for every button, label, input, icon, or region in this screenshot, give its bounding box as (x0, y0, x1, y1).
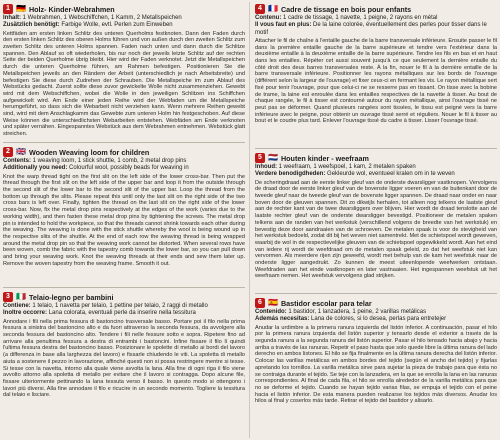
contents-label: Contenido: (255, 309, 287, 315)
column-divider (249, 2, 250, 438)
contents-line (255, 15, 497, 22)
contents-line (3, 158, 245, 165)
section-header (3, 146, 245, 158)
section-italian (3, 291, 245, 434)
netherlands-flag-icon: 🇳🇱 (268, 153, 278, 162)
contents-label: Contiene: (3, 303, 31, 309)
contents-line (3, 15, 245, 22)
section-number-badge: 2 (3, 147, 13, 157)
extra-text: Gekleurde wol, eventueel kralen om in te weven (327, 171, 455, 178)
contents-label: Contenu: (255, 15, 282, 21)
section-number-badge: 5 (255, 153, 265, 163)
section-english (3, 146, 245, 285)
contents-label: Contents: (3, 158, 31, 164)
contents-text: 1 Webrahmen, 1 Webschiffchen, 1 Kamm, 2 Metallspeichen (22, 15, 182, 21)
contents-text: 1 bastidor, 1 lanzadera, 1 peine, 2 varillas metálicas (288, 309, 427, 315)
extra-label: Il vous faut en plus: (255, 22, 312, 29)
section-spanish (255, 297, 497, 434)
section-title: Wooden Weaving loom for children (28, 147, 150, 157)
section-title: Cadre de tissage en bois pour enfants (280, 4, 412, 14)
section-title: Telaio-legno per bambini (28, 292, 114, 302)
contents-label: Inhalt: (3, 15, 21, 21)
section-header (255, 3, 497, 15)
contents-text: 1 cadre de tissage, 1 navette, 1 peigne, 2 rayons en métal (283, 15, 438, 21)
section-header (255, 297, 497, 309)
contents-label: Inhoud: (255, 164, 277, 170)
section-divider (3, 287, 245, 288)
section-french (255, 3, 497, 146)
extra-label: Verdere benodigdheden: (255, 171, 326, 178)
section-divider (255, 293, 497, 294)
extra-label: Inoltre occorre: (3, 310, 48, 317)
contents-text: 1 telaio, 1 navetta per telaio, 1 pettine per telaio, 2 raggi di metallo (32, 303, 208, 309)
contents-text: 1 weaving loom, 1 stick shuttle, 1 comb, 2 metal drop pins (32, 158, 187, 164)
section-title: Bastidor escolar para telar (280, 298, 372, 308)
section-header (3, 3, 245, 15)
contents-text: 1 weefraam, 1 weefspoel, 1 kam, 2 metalen spaken (278, 164, 416, 170)
left-column (3, 3, 245, 434)
section-title: Holz- Kinder-Webrahmen (28, 4, 115, 14)
italy-flag-icon: 🇮🇹 (16, 292, 26, 301)
extra-label: Additionally you need: (3, 165, 68, 172)
extra-line (3, 22, 245, 29)
extra-text: Colourful wool, possibly beads for weaving in (69, 165, 189, 172)
extra-line (3, 165, 245, 172)
spain-flag-icon: 🇪🇸 (268, 298, 278, 307)
extra-text: Farbige Wolle, evtl. Perlen zum Einweben (61, 22, 173, 29)
extra-text: De la laine colorée, éventuellement des perles pour tisser dans le motif (255, 22, 487, 36)
extra-line (255, 171, 497, 178)
instructions-text: Kettfäden am ersten linken Schlitz des unteren Querholms festknoten. Dann den Faden durch den ersten linken Schlitz des oberen Holms führen und von außen durch den zweiten Schlitz zum zweiten Schlitz des unteren Holms spannen. Faden nach unten und dann durch die Schlitze spannen. Den Ablauf so oft wiederholen, bis nur noch der jeweils letzte Schlitz auf der rechten Seite der beiden Querholme übrig bleibt. Hier wird der Faden verknotet. Jetzt die Metallspeichen durch die unteren Querholme führen, am Rahmen befestigen. Positionieren Sie die Metallspeichen jeweils an den Rändern der Arbeit (unterschiedlich je nach Arbeitsbreite) und befestigen Sie diese durch Zudrehen der Schrauben. Die Metallspeiche im zum Ablauf des Webstücks gedacht. Zuerst sollte diese zuvor gewickelte Wolle nicht zusammenziehen. Gewebt wird mit dem Webschiffchen, wobei die Wolle in den jeweiligen Schlitzen ins Schiffchen aufgewickelt wird. Am Ende einer jeden Reihe wird der Webfaden um die Metallspeiche herumgeführt, so dass sich die Webarbeit nicht verziehen kann. Wenn mehrere Reihen gewebt sind, wird mit dem Anschlagkamm das Gewebte zum unteren Holm hin festgeschoben. Auf diese Weise können die unterschiedlichsten Webarbeiten entstehen. Webfäden am Ende verknoten und später vernähen. Eingespanntes Webstück aus dem Webrahmen entnehmen. Webstück glatt streichen. (3, 30, 245, 138)
extra-label: Zusätzlich benötigt: (3, 22, 60, 29)
section-german (3, 3, 245, 140)
contents-line (3, 303, 245, 310)
contents-line (255, 309, 497, 316)
section-header (255, 152, 497, 164)
right-column (255, 3, 497, 434)
extra-line (255, 22, 497, 37)
section-divider (3, 142, 245, 143)
instructions-text: Attacher le fil de chaîne à l'entaille gauche de la barre transversale inférieure. Ensuite passer le fil dans la première entaille gauche de la barre supérieure et tendre vers l'extérieur dans la deuxième entaille à la deuxième entaille de la barre supérieure. Tendre les fils en bas et en haut dans les entailles. Répéter cet aussi souvent jusqu'à ce que seulement la dernière entaille du côté droit des deux barres transversales reste. À la fin, nouer le fil à la dernière entaille de la barre transversale inférieure. Positionner les rayons métalliques sur les bords de l'ouvrage (différent selon la largeur de l'ouvrage) et fixer ceux-ci en fermant les vis. Le rayon métallique sert fixé pour tenir l'ouvrage, pour que celui-ci ne se resserre pas en tissant. On tisse avec la bobine de trame, la laine est enroulée dans les entailles respectives de la navette à tisser. Au bout de chaque rangée, le fil à tisser est contourné autour du rayon métallique, ainsi l'ouvrage tissé ne peut pas se déformer. Quand plusieurs rangées sont tissées, le tissu est peigné vers la barre inférieure avec le peigne, pour obtenir un ouvrage tissé serré et réguliers. Nouer le fil à tisser au bout et le coudre plus tard. Enlever l'ouvrage tissé du cadre à tisser. Lisser l'ouvrage tissé. (255, 37, 497, 125)
section-number-badge: 6 (255, 298, 265, 308)
instructions-text: Anudar la urdimbre a la primera ranura izquierda del listón inferior. A continuación, pasar el hilo por la primera ranura izquierda del listón superior y tensarlo desde el exterior a través de la segunda ranura a la segunda ranura del listón superior. Pasar el hilo tensado hacia abajo y hacia arriba a través de las ranuras. Repetir el paso hasta que solo quede libre la última ranura del lado derecho en ambos listones. El hilo se fija finalmente en la última ranura derecha del listón inferior. Colocar las varillas metálicas en ambos bordes del tejido (según el ancho del tejido) y fijarlas apretando los tornillos. La varilla metálica sirve para sujetar la pieza de trabajo para que ésta no se contraiga durante el tejido. Se teje con la lanzadera, en la que se enrolla la lana en las ranuras correspondientes. Al final de cada fila, el hilo se enrolla alrededor de la varilla metálica para que no se deforme el tejido. Cuando se hayan tejido varias filas, se empuja el tejido con el peine hacia el listón inferior. De esta manera pueden realizarse los tejidos más diversos. Anudar los hilos al final y coserlos más tarde. Retirar el tejido del bastidor y alisarlo. (255, 324, 497, 405)
instructions-text: Annodare i fili nella prima fessura di bastoncino trasversale basso. Portare poi il filo nella prima fessura a sinistra del bastoncino alto e da fuori attraverso la seconda fessura, da avvolgere alla seconda fessura del bastoncino alto. Tendere i fili nelle fessure sotto e sopra. Ripetere fino ad arrivare alla penultima fessura a destra di entrambi i bastoncini. Infine fissare il filo lì quindi l'ultima fessura destra del bastoncino basso. Posizionare le spolette di metallo ai bordi del lavoro (a differenza in base alla larghezza del lavoro) e fissarle chiudendo le viti. La spoletta di metallo aiuta a sostenere il pezzo in lavorazione, affinché questi non si possa restringere mentre si tesse. Si tesse con la navetta, intorno alla quale viene avvolta la lana. Alla fine di ogni riga il filo viene avvolto attorno alla spoletta di metallo per evitare che il lavoro si contragga. Dopo alcune file, fissare ulteriormente pettinando la lana tessuta verso il basso. In questo modo si ottengono i lavori più diversi. Alla fine annodare il filo e ricucire in un secondo momento. Togliere la tessitura dal telaio e lisciare. (3, 318, 245, 399)
section-header (3, 291, 245, 303)
instructions-text: De scheringdraad aan de eerste linker gleuf van de onderste dwarsligger vastknopen. Vervolgens de draad door de eerste linker gleuf van de bovenste ligger voeren en van de buitenkant door de tweede gleuf naar de tweede gleuf van de bovenste ligger spannen. De draad naar onder en naar boven door de gleuven spannen. Dit zo dikwijls herhalen, tot alleen nog telkens de laatste gleuf aan de rechter kant van de twee dwarsliggers over blijven. Hier wordt de draad tenslotte aan de laatste rechter gleuf van de onderste dwarsligger bevestigd. Positioneer de metalen spaken telkens aan de randen van het werkstuk (verschillend volgens de breedte van het werkstuk) en bevestig deze door aandraaien van de schroeven. De metalen spaak is voor de stevigheid van het werkstuk bedoeld, zodat dit bij het weven niet samentrekt. Met de schietspoel wordt geweven, waarbij de wol in de respectievelijke gleuven van de schietspoel opgewikkeld wordt. Aan het eind van iedere rij wordt de weefdraad om de metalen spaak geleid, zo dat het weefstuk niet kan vervormen. Als meerdere rijen zijn geweefd, wordt met behulp van de kam het weefstuk naar de onderste ligger aangedrukt. Zo kunnen de meest uiteenlopende weefwerken ontstaan. Weefdraden aan het einde vastknopen en later vastnaaien. Het ingespannen weefstuk uit het weefraam nemen. Het weefstuk vervolgens glad strijken. (255, 179, 497, 280)
section-dutch (255, 152, 497, 291)
extra-label: Además necesitas: (255, 316, 310, 323)
germany-flag-icon: 🇩🇪 (16, 4, 26, 13)
instructions-text: Knot the warp thread tight on the first slit on the left side of the lower cross-bar. Then put the thread through the first slit on the left side of the upper bar and loop it from the outside through the second slit of the lower bar to the second slit of the upper bar. Loop the thread from the bottom up through the slits. Please repeat this until only the last slit on the right side of the two cross bars is left over. Finally, tighten the thread on the last slit on the right side of the lower cross-bar. Now, fix the metal drop pins respectively at the edges of the work (varies due to the working width), and then fasten these metal drop pins by tightening the screws. The metal drop pin is intended to hold the workpiece, so that the threads cannot shrink towards each other during the weaving. The weaving is done with the stick shuttle whereby the wool is being wound up in the respective slits of the shuttle. At the end of each row the weaving thread is being wrapped around the metal drop pin so that the weaving work cannot be distorted. When several rows have been woven, comb the fabric with the tapestry comb towards the lower bar, so you can pull down and bring your weaving work. Knot the weaving threads at their ends and sew them later up. Remove the woven tapestry from the weaving frame. Smooth it out. (3, 173, 245, 267)
section-number-badge: 1 (3, 4, 13, 14)
france-flag-icon: 🇫🇷 (268, 4, 278, 13)
section-number-badge: 3 (3, 292, 13, 302)
section-title: Houten kinder - weefraam (280, 153, 369, 163)
extra-line (3, 310, 245, 317)
uk-flag-icon: 🇬🇧 (16, 147, 26, 156)
extra-text: Lana de colores, si lo desea, perlas para entretejer (311, 316, 447, 323)
extra-line (255, 316, 497, 323)
contents-line (255, 164, 497, 171)
section-number-badge: 4 (255, 4, 265, 14)
section-divider (255, 148, 497, 149)
extra-text: Lana colorata, eventuali perle da inserire nella tessitura (48, 310, 196, 317)
